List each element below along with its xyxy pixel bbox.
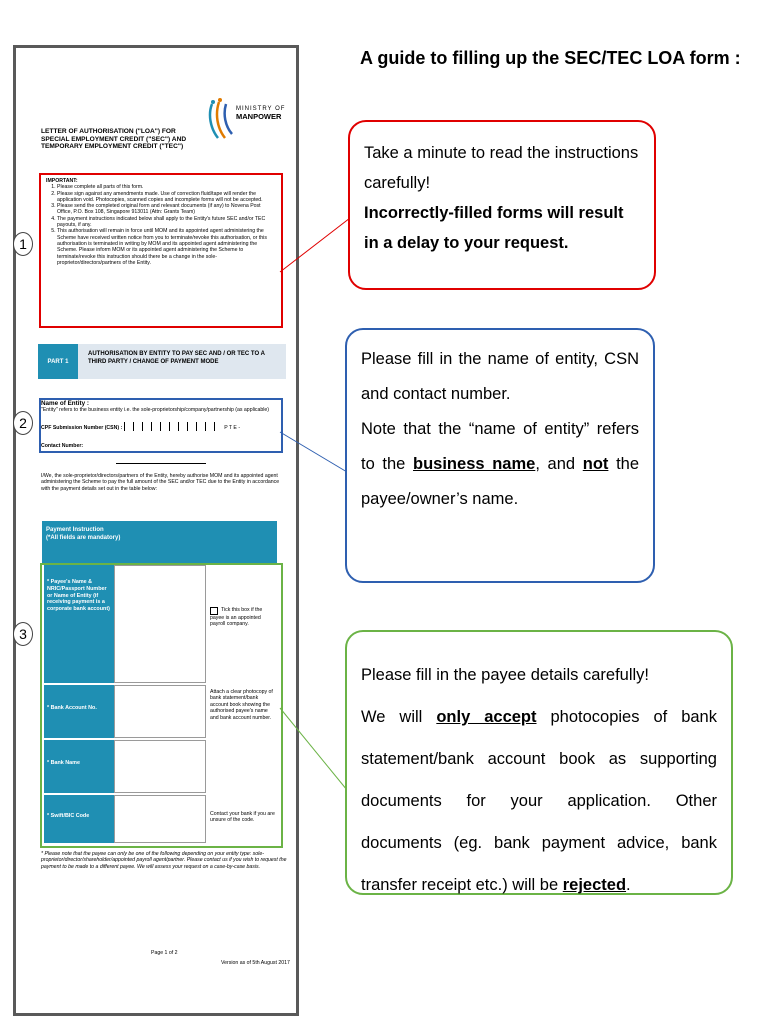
callout-instructions <box>348 120 656 290</box>
payee-label: * Payee's Name & NRIC/Passport Number or Name of Entity (if receiving payment is a corporate bank account) <box>44 565 114 683</box>
callout-3-a: We will <box>361 708 423 726</box>
swift-note: Contact your bank if you are unsure of the code. <box>210 811 275 824</box>
contact-label: Contact Number: <box>41 442 84 449</box>
callout-entity <box>345 328 655 583</box>
payroll-checkbox-text: Tick this box if the payee is an appointed payroll company. <box>210 607 263 628</box>
important-item: 1. Please complete all parts of this form. <box>57 184 276 190</box>
callout-2-line1: Please fill in the name of entity, CSN and contact number. <box>361 350 639 403</box>
callout-3-line1: Please fill in the payee details carefully! <box>361 666 649 684</box>
authorisation-note: I/We, the sole-proprietor/directors/partners of the Entity, hereby authorise MOM and its appointed agent administering the Scheme to pay the full amount of the SEC and/or TEC due to the Entity in accordance with the payment details set out in the table below: <box>41 473 280 492</box>
bank-name-label: * Bank Name <box>44 740 114 793</box>
connector-red <box>280 218 350 272</box>
important-heading: IMPORTANT: <box>46 178 78 184</box>
callout-1-text: Take a minute to read the instructions carefully! <box>364 144 639 192</box>
callout-2-business-name: business name <box>413 455 536 473</box>
payee-footnote: * Please note that the payee can only be one of the following depending on your entity type: sole-proprietor/director/shareholder/appointed payroll agent/partner. Please contact us if you wish to request the payment to be made to a different payee. We will assess your request on a case-by-case basis. <box>41 851 287 870</box>
connector-green <box>280 708 347 790</box>
callout-3-end: . <box>626 876 631 894</box>
callout-2-end: the payee/owner’s name. <box>361 455 639 508</box>
page-number: Page 1 of 2 <box>151 950 178 956</box>
part1-title: AUTHORISATION BY ENTITY TO PAY SEC AND / OR TEC TO A THIRD PARTY / CHANGE OF PAYMENT MODE <box>88 351 265 365</box>
important-item: 3. Please send the completed original form and relevant documents (if any) to Novena Post Office, P.O. Box 108, Singapore 913011 (Attn: Grants Team) <box>57 203 276 216</box>
callout-1-bold: Incorrectly-filled forms will result in a delay to your request. <box>364 204 624 252</box>
callout-2-mid: , and <box>535 455 576 473</box>
payment-header: Payment Instruction <box>46 527 104 533</box>
important-item: 4. The payment instructions indicated below shall apply to the Entity's future SEC and/or TEC payouts, if any. <box>57 216 276 229</box>
bank-attach-note: Attach a clear photocopy of bank statement/bank account book showing the authorised payee's name and bank account number. <box>210 689 273 721</box>
part1-tab: PART 1 <box>38 344 78 379</box>
connector-blue <box>280 432 347 472</box>
step-marker-1: 1 <box>13 232 33 256</box>
callout-3-rejected: rejected <box>562 876 627 894</box>
csn-label: CPF Submission Number (CSN) : <box>41 424 123 431</box>
entity-label: Name of Entity : <box>41 400 89 407</box>
callout-payee <box>345 630 733 895</box>
version-label: Version as of 5th August 2017 <box>221 960 290 966</box>
important-item: 5. This authorisation will remain in force until MOM and its appointed agent administering the Scheme have received written notice from you to terminate/revoke this authorisation, or this authorisation is terminated in writing by MOM and its appointed agent administering the Scheme. Please inform MOM or its appointed agent administering the Scheme to terminate/revoke this instruction should there be a change in the sole-proprietor/directors/partners of the Entity. <box>57 228 276 266</box>
callout-3-only-accept: only accept <box>436 708 537 726</box>
csn-suffix: P T E - <box>224 424 241 431</box>
step-marker-2: 2 <box>13 411 33 435</box>
entity-hint: "Entity" refers to the business entity i.e. the sole-proprietorship/company/partnership (as applicable) <box>41 407 270 414</box>
logo-line-2: MANPOWER <box>236 112 282 121</box>
callout-2-note: Note that the “name of entity” refers to the <box>361 420 639 473</box>
bank-account-label: * Bank Account No. <box>44 685 114 738</box>
guide-title: A guide to filling up the SEC/TEC LOA form : <box>360 48 741 68</box>
important-item: 2. Please sign against any amendments made. Use of correction fluid/tape will render the application void. Photocopies, scanned copies and incomplete forms will not be accepted. <box>57 191 276 204</box>
payment-subheader: (*All fields are mandatory) <box>46 534 121 541</box>
callout-2-line2 <box>361 412 639 517</box>
logo-line-1: MINISTRY OF <box>236 106 286 112</box>
step-marker-3: 3 <box>13 622 33 646</box>
swift-label: * Swift/BIC Code <box>44 795 114 843</box>
callout-2-not: not <box>582 455 609 473</box>
form-title: LETTER OF AUTHORISATION ("LOA") FOR SPECIAL EMPLOYMENT CREDIT ("SEC") AND TEMPORARY EMPLOYMENT CREDIT ("TEC") <box>41 128 187 151</box>
callout-3-body <box>361 696 717 906</box>
callout-3-b: photocopies of bank statement/bank account book as supporting documents for your application. Other documents (eg. bank payment advice, bank transfer receipt etc.) will be <box>361 708 717 894</box>
